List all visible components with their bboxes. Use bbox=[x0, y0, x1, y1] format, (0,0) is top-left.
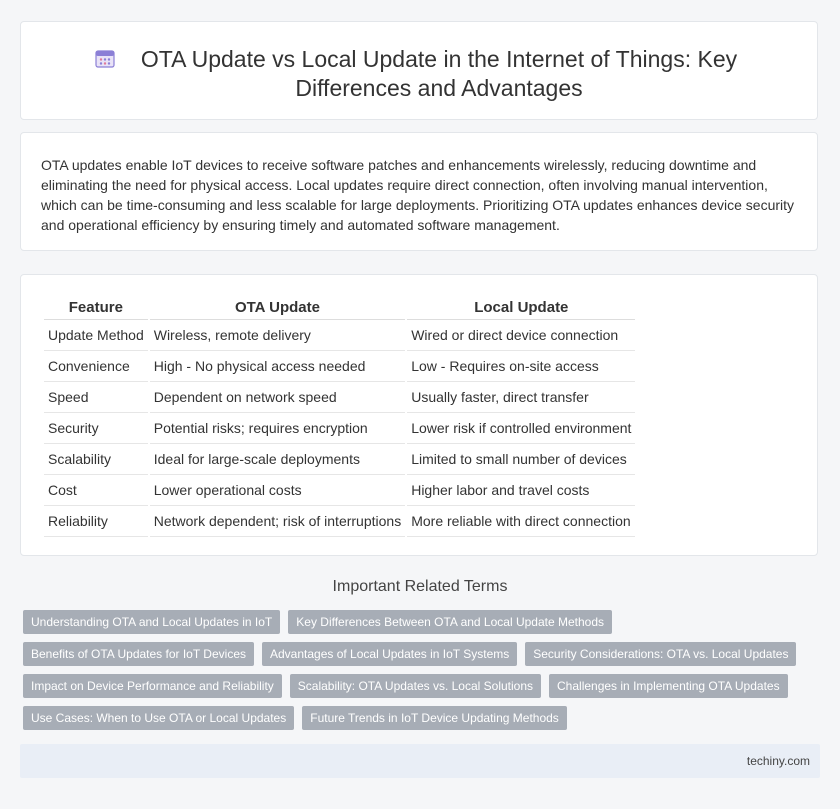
related-term-tag[interactable]: Impact on Device Performance and Reliability bbox=[23, 674, 282, 698]
table-cell: Higher labor and travel costs bbox=[407, 475, 635, 506]
related-term-tag[interactable]: Future Trends in IoT Device Updating Methods bbox=[302, 706, 567, 730]
comparison-card bbox=[20, 274, 818, 556]
related-term-tag[interactable]: Challenges in Implementing OTA Updates bbox=[549, 674, 788, 698]
table-cell: Network dependent; risk of interruptions bbox=[150, 506, 405, 537]
table-row bbox=[44, 351, 635, 382]
table-cell: More reliable with direct connection bbox=[407, 506, 635, 537]
table-cell: Cost bbox=[44, 475, 148, 506]
table-row bbox=[44, 475, 635, 506]
related-term-tag[interactable]: Use Cases: When to Use OTA or Local Updates bbox=[23, 706, 294, 730]
table-cell: Wired or direct device connection bbox=[407, 320, 635, 351]
calendar-icon bbox=[94, 47, 116, 69]
table-cell: Reliability bbox=[44, 506, 148, 537]
table-cell: Update Method bbox=[44, 320, 148, 351]
table-row bbox=[44, 413, 635, 444]
table-cell: Ideal for large-scale deployments bbox=[150, 444, 405, 475]
table-cell: Speed bbox=[44, 382, 148, 413]
column-header: Feature bbox=[44, 295, 148, 320]
related-terms-list bbox=[23, 610, 803, 738]
column-header: Local Update bbox=[407, 295, 635, 320]
related-term-tag[interactable]: Benefits of OTA Updates for IoT Devices bbox=[23, 642, 254, 666]
table-cell: Lower risk if controlled environment bbox=[407, 413, 635, 444]
related-term-tag[interactable]: Security Considerations: OTA vs. Local Updates bbox=[525, 642, 796, 666]
intro-card bbox=[20, 132, 818, 251]
table-cell: Dependent on network speed bbox=[150, 382, 405, 413]
related-term-tag[interactable]: Understanding OTA and Local Updates in IoT bbox=[23, 610, 280, 634]
table-row bbox=[44, 382, 635, 413]
table-cell: Scalability bbox=[44, 444, 148, 475]
footer-site[interactable]: techiny.com bbox=[746, 754, 810, 768]
comparison-table bbox=[42, 295, 637, 537]
table-header-row bbox=[44, 295, 635, 320]
table-cell: Lower operational costs bbox=[150, 475, 405, 506]
title-card bbox=[20, 21, 818, 120]
page-title: OTA Update vs Local Update in the Internet of Things: Key Differences and Advantages bbox=[140, 46, 738, 101]
table-row bbox=[44, 320, 635, 351]
table-cell: Convenience bbox=[44, 351, 148, 382]
tag-row bbox=[23, 674, 803, 698]
table-cell: Usually faster, direct transfer bbox=[407, 382, 635, 413]
table-cell: Limited to small number of devices bbox=[407, 444, 635, 475]
table-cell: Security bbox=[44, 413, 148, 444]
tag-row bbox=[23, 610, 803, 634]
table-cell: High - No physical access needed bbox=[150, 351, 405, 382]
related-terms-title: Important Related Terms bbox=[332, 578, 508, 595]
table-row bbox=[44, 444, 635, 475]
table-cell: Potential risks; requires encryption bbox=[150, 413, 405, 444]
related-term-tag[interactable]: Advantages of Local Updates in IoT Systems bbox=[262, 642, 517, 666]
table-row bbox=[44, 506, 635, 537]
column-header: OTA Update bbox=[150, 295, 405, 320]
page-title-block bbox=[21, 45, 817, 103]
tag-row bbox=[23, 706, 803, 730]
table-cell: Low - Requires on-site access bbox=[407, 351, 635, 382]
related-term-tag[interactable]: Scalability: OTA Updates vs. Local Solutions bbox=[290, 674, 541, 698]
related-term-tag[interactable]: Key Differences Between OTA and Local Update Methods bbox=[288, 610, 612, 634]
tag-row bbox=[23, 642, 803, 666]
table-cell: Wireless, remote delivery bbox=[150, 320, 405, 351]
footer bbox=[20, 744, 820, 778]
intro-paragraph: OTA updates enable IoT devices to receive software patches and enhancements wirelessly, reducing downtime and eliminating the need for physical access. Local updates require direct connection, often involving manual intervention, which can be time-consuming and less scalable for large deployments. Prioritizing OTA updates enhances device security and operational efficiency by ensuring timely and automated software management. bbox=[41, 157, 795, 233]
